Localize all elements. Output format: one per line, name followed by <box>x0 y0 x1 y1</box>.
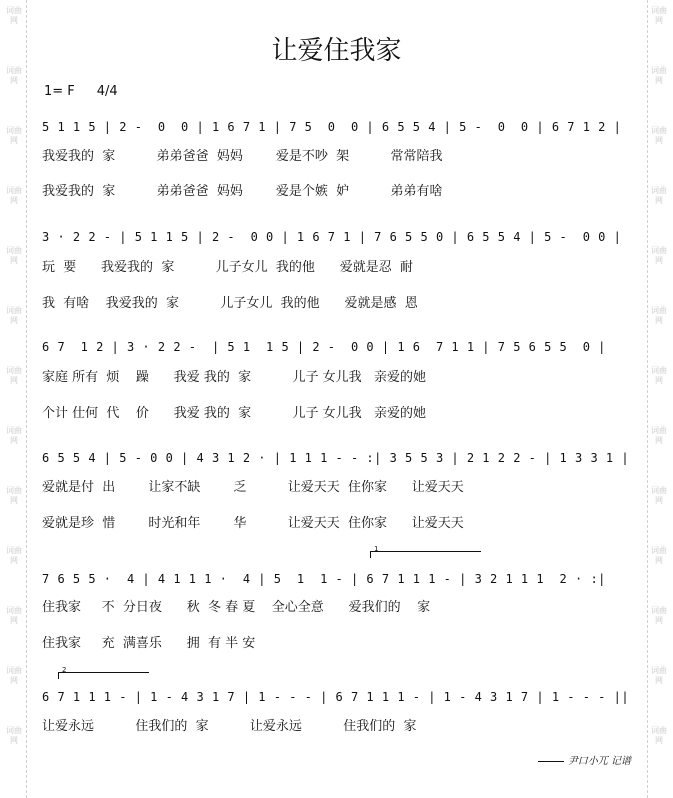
notation-line: 6 7 1 2 | 3 · 2 2 - | 5 1 1 5 | 2 - 0 0 | 1 6 7 1 1 | 7 5 6 5 5 0 | <box>42 340 606 354</box>
watermark-label: 词曲网 <box>651 726 667 745</box>
watermark-label: 词曲网 <box>651 606 667 625</box>
lyric-line: 爱就是珍 惜 时光和年 华 让爱天天 住你家 让爱天天 <box>42 516 464 531</box>
lyric-line: 家庭 所有 烦 躁 我爱 我的 家 儿子 女儿我 亲爱的她 <box>42 370 426 385</box>
watermark-label: 词曲网 <box>6 186 22 205</box>
watermark-label: 词曲网 <box>651 306 667 325</box>
key-signature: 1= F <box>44 84 75 99</box>
left-dashed-border <box>26 0 27 798</box>
lyric-line: 爱就是付 出 让家不缺 乏 让爱天天 住你家 让爱天天 <box>42 480 464 495</box>
watermark-label: 词曲网 <box>651 6 667 25</box>
watermark-label: 词曲网 <box>651 186 667 205</box>
right-watermark-strip <box>645 0 673 798</box>
song-title: 让爱住我家 <box>271 36 402 66</box>
lyric-line: 个计 仕何 代 价 我爱 我的 家 儿子 女儿我 亲爱的她 <box>42 406 426 421</box>
watermark-label: 词曲网 <box>6 66 22 85</box>
watermark-label: 词曲网 <box>651 546 667 565</box>
watermark-label: 词曲网 <box>651 126 667 145</box>
lyric-line: 让爱永远 住我们的 家 让爱永远 住我们的 家 <box>42 719 417 734</box>
watermark-label: 词曲网 <box>6 486 22 505</box>
watermark-label: 词曲网 <box>651 666 667 685</box>
watermark-label: 词曲网 <box>651 486 667 505</box>
key-and-time-signature <box>44 84 118 99</box>
watermark-label: 词曲网 <box>6 246 22 265</box>
lyric-line: 玩 要 我爱我的 家 儿子女儿 我的他 爱就是忍 耐 <box>42 260 413 275</box>
lyric-line: 住我家 不 分日夜 秋 冬 春 夏 全心全意 爱我们的 家 <box>42 600 431 615</box>
volta-bracket-1 <box>370 545 481 558</box>
notation-line: 7 6 5 5 · 4 | 4 1 1 1 · 4 | 5 1 1 - | 6 7 1 1 1 - | 3 2 1 1 1 2 · :| <box>42 572 606 586</box>
lyric-line: 我 有啥 我爱我的 家 儿子女儿 我的他 爱就是感 恩 <box>42 296 418 311</box>
right-dashed-border <box>647 0 648 798</box>
watermark-label: 词曲网 <box>6 6 22 25</box>
watermark-label: 词曲网 <box>6 426 22 445</box>
lyric-line: 我爱我的 家 弟弟爸爸 妈妈 爱是个嫉 妒 弟弟有啥 <box>42 184 443 199</box>
volta-bracket-2 <box>58 666 149 679</box>
watermark-label: 词曲网 <box>6 546 22 565</box>
notation-line: 3 · 2 2 - | 5 1 1 5 | 2 - 0 0 | 1 6 7 1 | 7 6 5 5 0 | 6 5 5 4 | 5 - 0 0 | <box>42 230 622 244</box>
watermark-label: 词曲网 <box>651 426 667 445</box>
notation-line: 5 1 1 5 | 2 - 0 0 | 1 6 7 1 | 7 5 0 0 | 6 5 5 4 | 5 - 0 0 | 6 7 1 2 | <box>42 120 622 134</box>
lyric-line: 住我家 充 满喜乐 拥 有 半 安 <box>42 636 256 651</box>
watermark-label: 词曲网 <box>6 726 22 745</box>
notation-line: 6 7 1 1 1 - | 1 - 4 3 1 7 | 1 - - - | 6 7 1 1 1 - | 1 - 4 3 1 7 | 1 - - - || <box>42 690 630 704</box>
watermark-label: 词曲网 <box>6 306 22 325</box>
watermark-label: 词曲网 <box>651 66 667 85</box>
watermark-label: 词曲网 <box>6 126 22 145</box>
volta-number: 2 <box>62 666 67 674</box>
left-watermark-strip <box>0 0 28 798</box>
notation-line: 6 5 5 4 | 5 - 0 0 | 4 3 1 2 · | 1 1 1 - - :| 3 5 5 3 | 2 1 2 2 - | 1 3 3 1 | <box>42 451 630 465</box>
watermark-label: 词曲网 <box>6 366 22 385</box>
watermark-label: 词曲网 <box>651 366 667 385</box>
lyric-line: 我爱我的 家 弟弟爸爸 妈妈 爱是不吵 架 常常陪我 <box>42 149 443 164</box>
volta-number: 1 <box>374 545 379 553</box>
watermark-label: 词曲网 <box>6 666 22 685</box>
transcriber-credit: 尹口小兀 记谱 <box>538 752 631 767</box>
watermark-label: 词曲网 <box>6 606 22 625</box>
watermark-label: 词曲网 <box>651 246 667 265</box>
time-signature: 4/4 <box>96 84 118 99</box>
